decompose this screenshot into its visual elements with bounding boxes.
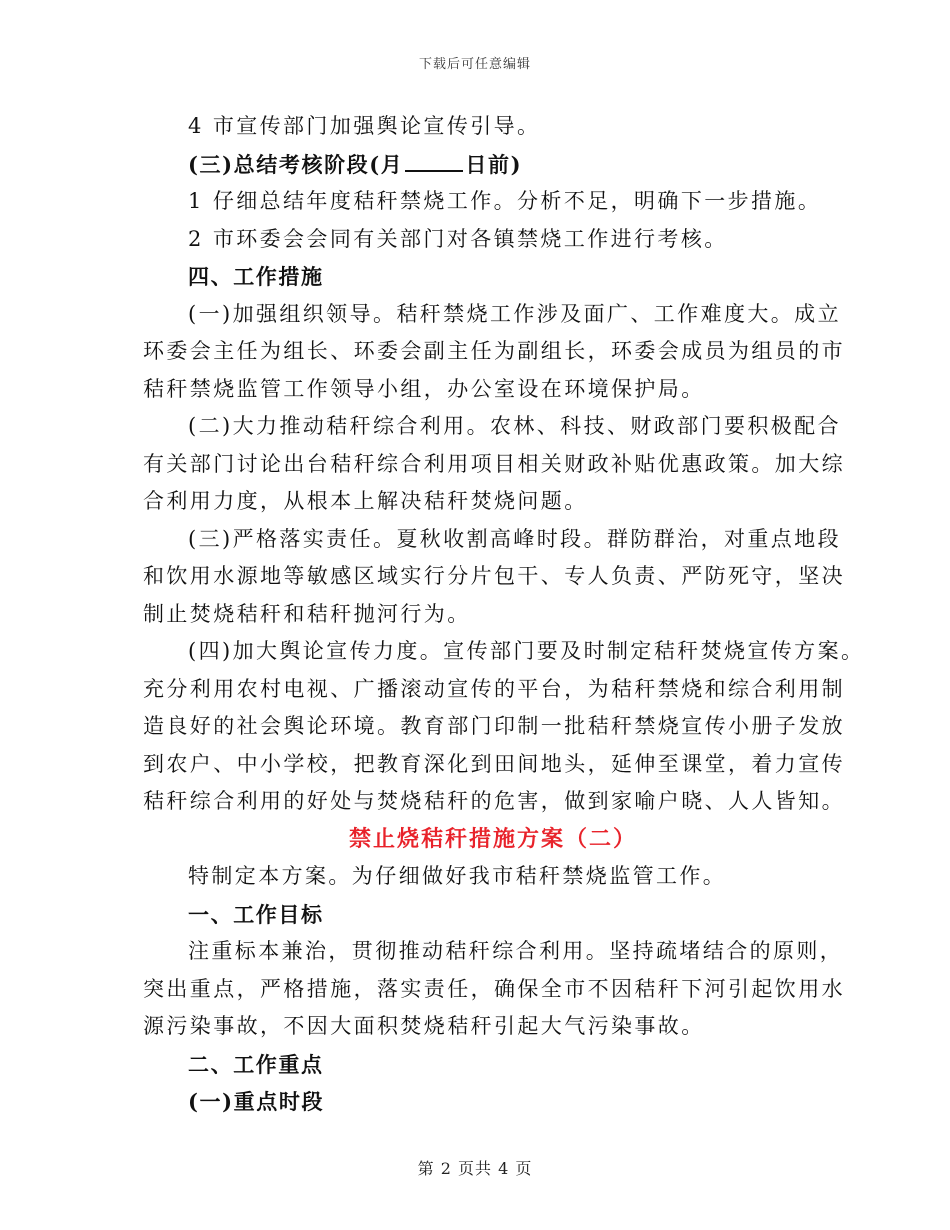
paragraph-assessment: 2 市环委会会同有关部门对各镇禁烧工作进行考核。 [188,226,728,251]
measure-one-line-2: 环委会主任为组长、环委会副主任为副组长，环委会成员为组员的市 [143,339,845,363]
measure-three-line-3: 制止焚烧秸秆和秸秆抛河行为。 [143,601,471,626]
heading-stage-three [143,146,823,184]
measure-one-line-1: (一)加强组织领导。秸秆禁烧工作涉及面广、工作难度大。成立 [188,301,841,326]
page-header: 下载后可任意编辑 [418,57,531,72]
heading-work-focus: 二、工作重点 [188,1051,324,1077]
heading-focus-time: (一)重点时段 [188,1089,325,1114]
measure-four-line-4: 到农户、中小学校，把教育深化到田间地头，延伸至课堂，着力宣传 [143,751,845,776]
page-footer: 第 2 页共 4 页 [417,1159,533,1178]
measure-four-line-3: 造良好的社会舆论环境。教育部门印制一批秸秆禁烧宣传小册子发放 [143,714,845,738]
goal-line-3: 源污染事故，不因大面积焚烧秸秆引起大气污染事故。 [143,1014,705,1038]
measure-three-line-1: (三)严格落实责任。夏秋收割高峰时段。群防群治，对重点地段 [188,526,841,551]
heading-work-measures: 四、工作措施 [188,264,324,289]
measure-four-line-5: 秸秆综合利用的好处与焚烧秸秆的危害，做到家喻户晓、人人皆知。 [143,789,845,813]
measure-two-line-3: 合利用力度，从根本上解决秸秆焚烧问题。 [143,489,588,513]
paragraph-summary: 1 仔细总结年度秸秆禁烧工作。分析不足，明确下一步措施。 [188,189,822,213]
paragraph-propaganda: 4 市宣传部门加强舆论宣传引导。 [188,114,541,138]
date-blank-underline [405,150,463,172]
measure-four-line-1: (四)加大舆论宣传力度。宣传部门要及时制定秸秆焚烧宣传方案。 [188,639,865,663]
heading-work-goal: 一、工作目标 [188,901,324,927]
section-title: 禁止烧秸秆措施方案（二） [348,825,637,852]
measure-three-line-2: 和饮用水源地等敏感区域实行分片包干、专人负责、严防死守，坚决 [143,564,845,588]
heading-stage-three-after: 日前) [465,151,523,177]
measure-two-line-2: 有关部门讨论出台秸秆综合利用项目相关财政补贴优惠政策。加大综 [143,451,845,476]
heading-stage-three-before: (三)总结考核阶段(月 [188,151,404,177]
measure-two-line-1: (二)大力推动秸秆综合利用。农林、科技、财政部门要积极配合 [188,414,841,438]
paragraph-intro: 特制定本方案。为仔细做好我市秸秆禁烧监管工作。 [188,864,727,888]
measure-one-line-3: 秸秆禁烧监管工作领导小组，办公室设在环境保护局。 [143,376,705,401]
document-body [143,108,865,1121]
goal-line-2: 突出重点，严格措施，落实责任，确保全市不因秸秆下河引起饮用水 [143,976,845,1001]
measure-four-line-2: 充分利用农村电视、广播滚动宣传的平台，为秸秆禁烧和综合利用制 [143,676,845,701]
goal-line-1: 注重标本兼治，贯彻推动秸秆综合利用。坚持疏堵结合的原则， [188,939,844,963]
